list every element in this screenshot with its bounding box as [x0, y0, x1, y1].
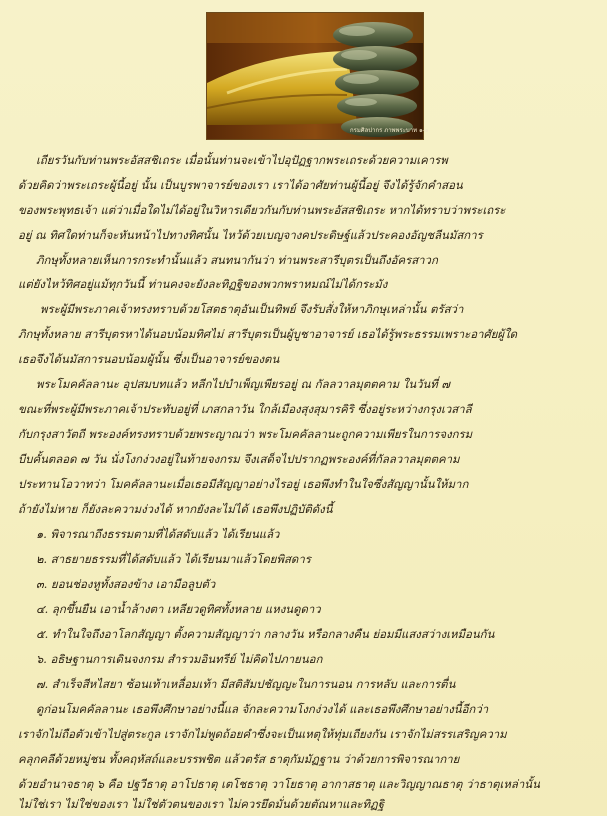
list-item: ๑. พิจารณาถึงธรรมตามที่ได้สดับแล้ว ได้เรียนแล้ว	[36, 527, 280, 541]
list-item: ๖. อธิษฐานการเดินจงกรม สำรวมอินทรีย์ ไม่คิดไปภายนอก	[36, 652, 323, 666]
paragraph-line: ถ้ายังไม่หาย ก็ยังละความง่วงได้ หากยังละไม่ได้ เธอพึงปฏิบัติดังนี้	[18, 502, 333, 516]
list-item: ๕. ทำในใจถึงอาโลกสัญญา ตั้งความสัญญาว่า กลางวัน หรือกลางคืน ย่อมมีแสงสว่างเหมือนกัน	[36, 627, 495, 641]
paragraph-line: ดูก่อนโมคคัลลานะ เธอพึงศึกษาอย่างนี้แล จักละความโงกง่วงได้ และเธอพึงศึกษาอย่างนี้อีกว่า	[36, 702, 489, 716]
list-item: ๗. สำเร็จสีหไสยา ซ้อนเท้าเหลื่อมเท้า มีสติสัมปชัญญะในการนอน การหลับ และการตื่น	[36, 677, 456, 691]
paragraph-line: กับกรุงสาวัตถี พระองค์ทรงทราบด้วยพระญาณว่า พระโมคคัลลานะถูกความเพียรในการจงกรม	[18, 427, 473, 441]
paragraph-line: บีบคั้นตลอด ๗ วัน นั่งโงกง่วงอยู่ในท้ายจงกรม จึงเสด็จไปปรากฏพระองค์ที่กัลลวาลมุตตคาม	[18, 452, 460, 466]
paragraph-line: ของพระพุทธเจ้า แต่ว่าเมื่อใดไม่ได้อยู่ในวิหารเดียวกันกับท่านพระอัสสชิเถระ หากได้ทราบว่าพระเถระ	[18, 203, 506, 217]
paragraph-line: อยู่ ณ ทิศใดท่านก็จะหันหน้าไปทางทิศนั้น ไหว้ด้วยเบญจางคประดิษฐ์แล้วประคองอัญชลีนมัสการ	[18, 228, 483, 242]
paragraph-line: ประทานโอวาทว่า โมคคัลลานะเมื่อเธอมีสัญญาอย่างไรอยู่ เธอพึงทำในใจซึ่งสัญญานั้นให้มาก	[18, 477, 469, 491]
paragraph-line: เราจักไม่ถือตัวเข้าไปสู่ตระกูล เราจักไม่พูดถ้อยคำซึ่งจะเป็นเหตุให้ทุ่มเถียงกัน เราจักไม่สรรเสริญความ	[18, 727, 507, 741]
paragraph-line: เธอจึงได้นมัสการนอบน้อมผู้นั้น ซึ่งเป็นอาจารย์ของตน	[18, 352, 280, 366]
paragraph-line: เถียรวันกับท่านพระอัสสชิเถระ เมื่อนั้นท่านจะเข้าไปอุปัฏฐากพระเถระด้วยความเคารพ	[36, 153, 448, 167]
paragraph-line: พระโมคคัลลานะ อุปสมบทแล้ว หลีกไปบำเพ็ญเพียรอยู่ ณ กัลลวาลมุตตคาม ในวันที่ ๗	[36, 377, 451, 391]
paragraph-line: คลุกคลีด้วยหมู่ชน ทั้งคฤหัสถ์และบรรพชิต แล้วตรัส ธาตุกัมมัฏฐาน ว่าด้วยการพิจารณากาย	[18, 752, 460, 766]
list-item: ๒. สาธยายธรรมที่ได้สดับแล้ว ได้เรียนมาแล้วโดยพิสดาร	[36, 552, 311, 566]
paragraph-line: ด้วยคิดว่าพระเถระผู้นี้อยู่ นั้น เป็นบูรพาจารย์ของเรา เราได้อาศัยท่านผู้นี้อยู่ จึงได้รู้จักคำสอน	[18, 178, 463, 192]
photo-caption: กรมศิลปากร ภาพพระบาท ๑-๑	[350, 127, 429, 134]
paragraph-line: พระผู้มีพระภาคเจ้าทรงทราบด้วยโสตธาตุอันเป็นทิพย์ จึงรับสั่งให้หาภิกษุเหล่านั้น ตรัสว่า	[40, 302, 464, 316]
paragraph-line: ขณะที่พระผู้มีพระภาคเจ้าประทับอยู่ที่ เภสกลาวัน ใกล้เมืองสุงสุมารคิริ ซึ่งอยู่ระหว่างกรุงเวสาลี	[18, 402, 472, 416]
paragraph-line: ภิกษุทั้งหลาย สารีบุตรหาได้นอบน้อมทิศไม่ สารีบุตรเป็นผู้บูชาอาจารย์ เธอได้รู้พระธรรมเพราะอาศัยผู้ใด	[18, 327, 518, 341]
list-item: ๔. ลุกขึ้นยืน เอาน้ำล้างตา เหลียวดูทิศทั้งหลาย แหงนดูดาว	[36, 602, 321, 616]
paragraph-line: แต่ยังไหว้ทิศอยู่แม้ทุกวันนี้ ท่านคงจะยังละทิฏฐิของพวกพราหมณ์ไม่ได้กระมัง	[18, 277, 388, 291]
list-item: ๓. ยอนช่องหูทั้งสองข้าง เอามือลูบตัว	[36, 577, 216, 591]
paragraph-line: ด้วยอำนาจธาตุ ๖ คือ ปฐวีธาตุ อาโปธาตุ เตโชธาตุ วาโยธาตุ อากาสธาตุ และวิญญาณธาตุ ว่าธาตุเหล่านั้น	[18, 777, 540, 791]
paragraph-line: ภิกษุทั้งหลายเห็นการกระทำนั้นแล้ว สนทนากันว่า ท่านพระสารีบุตรเป็นถึงอัครสาวก	[36, 253, 438, 267]
paragraph-line: ไม่ใช่เรา ไม่ใช่ของเรา ไม่ใช่ตัวตนของเรา ไม่ควรยึดมั่นด้วยตัณหาและทิฏฐิ	[18, 797, 384, 811]
